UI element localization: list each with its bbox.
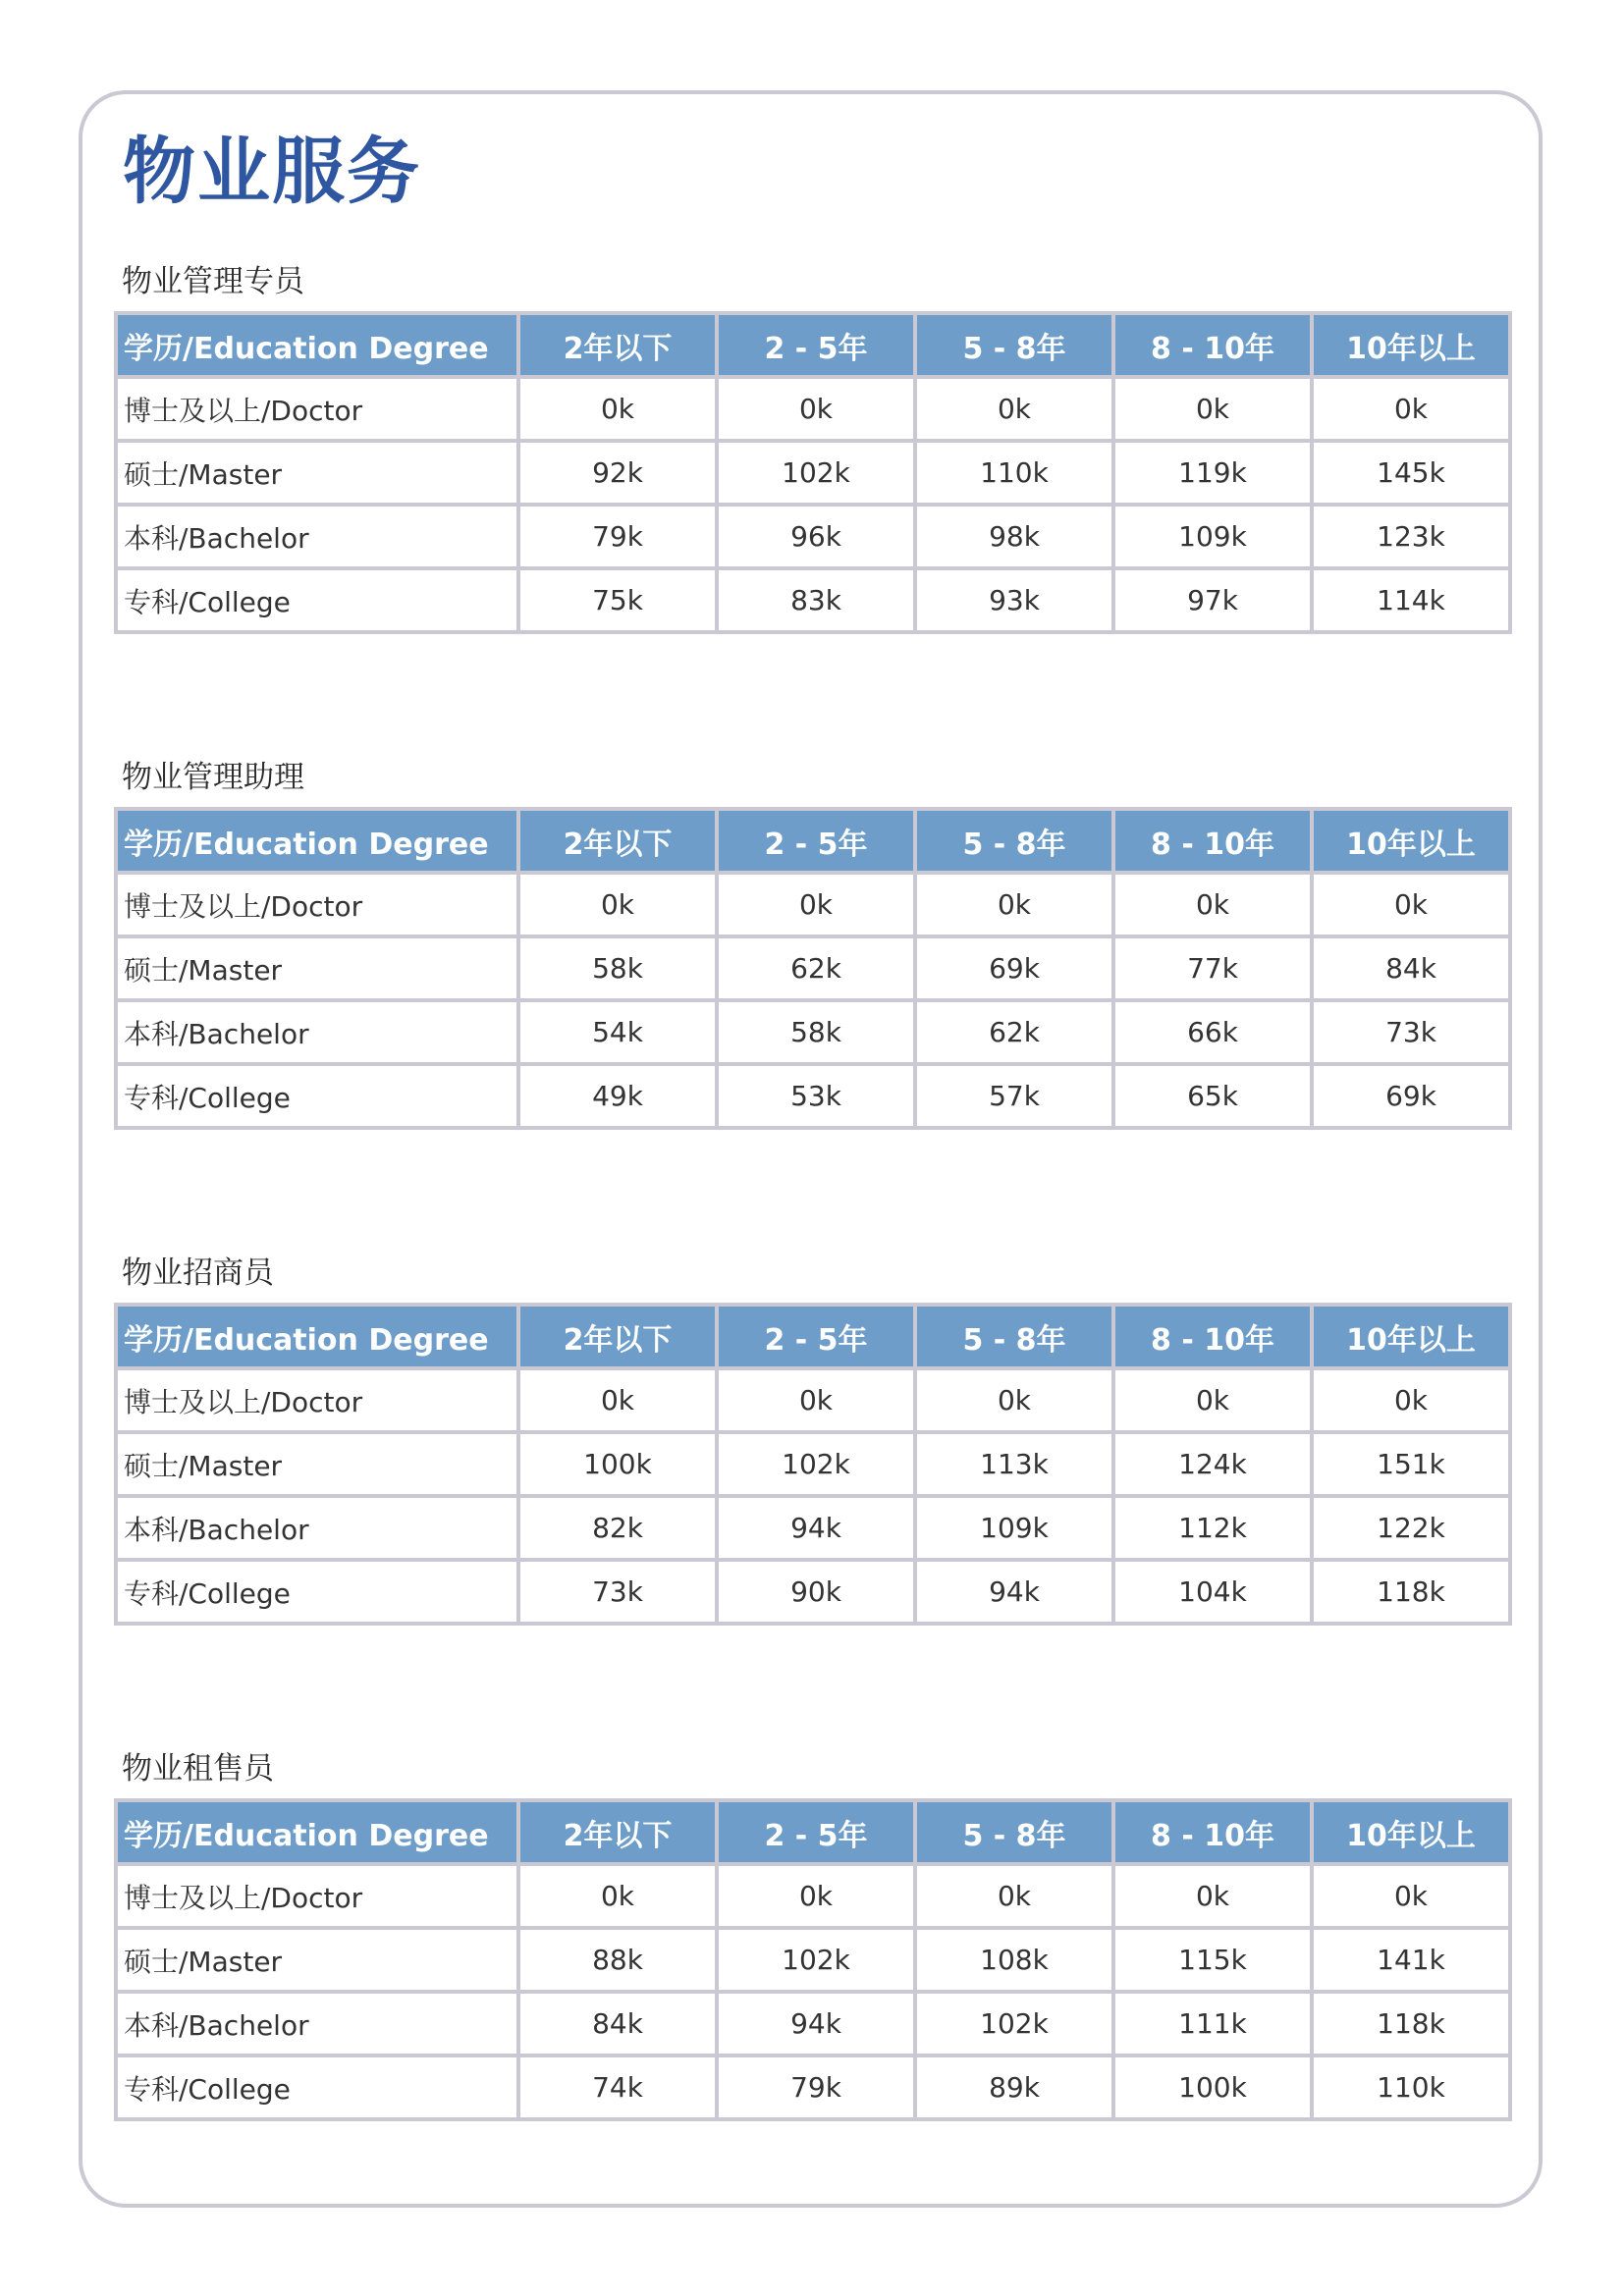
salary-cell: 118k (1312, 1560, 1510, 1624)
salary-cell: 57k (915, 1064, 1113, 1128)
salary-cell: 0k (717, 1864, 915, 1928)
salary-cell: 73k (518, 1560, 717, 1624)
degree-cell: 硕士/Master (116, 441, 518, 505)
column-header-experience: 2年以下 (518, 313, 717, 377)
salary-table (114, 1798, 1512, 2121)
degree-cell: 专科/College (116, 1560, 518, 1624)
salary-cell: 0k (717, 1368, 915, 1432)
salary-cell: 54k (518, 1000, 717, 1064)
salary-cell: 89k (915, 2056, 1113, 2119)
table-row (116, 1368, 1510, 1432)
salary-cell: 83k (717, 568, 915, 632)
salary-cell: 58k (717, 1000, 915, 1064)
degree-cell: 专科/College (116, 2056, 518, 2119)
table-header-row (116, 1800, 1510, 1864)
table-row (116, 1560, 1510, 1624)
salary-cell: 102k (717, 1432, 915, 1496)
salary-cell: 122k (1312, 1496, 1510, 1560)
section-title: 物业租售员 (122, 1751, 274, 1787)
salary-cell: 0k (1312, 377, 1510, 441)
degree-cell: 本科/Bachelor (116, 505, 518, 568)
salary-cell: 62k (717, 936, 915, 1000)
column-header-experience: 10年以上 (1312, 1305, 1510, 1368)
table-row (116, 505, 1510, 568)
salary-cell: 0k (915, 1368, 1113, 1432)
table-header-row (116, 1305, 1510, 1368)
degree-cell: 博士及以上/Doctor (116, 1864, 518, 1928)
salary-cell: 110k (1312, 2056, 1510, 2119)
table-row (116, 1000, 1510, 1064)
salary-cell: 69k (1312, 1064, 1510, 1128)
salary-cell: 0k (518, 377, 717, 441)
degree-cell: 本科/Bachelor (116, 1496, 518, 1560)
salary-cell: 84k (1312, 936, 1510, 1000)
salary-cell: 0k (1113, 1864, 1312, 1928)
salary-cell: 0k (518, 1368, 717, 1432)
salary-cell: 79k (717, 2056, 915, 2119)
salary-cell: 123k (1312, 505, 1510, 568)
salary-cell: 94k (717, 1992, 915, 2056)
salary-cell: 88k (518, 1928, 717, 1992)
column-header-degree: 学历/Education Degree (116, 809, 518, 873)
column-header-experience: 2年以下 (518, 1305, 717, 1368)
salary-cell: 0k (915, 1864, 1113, 1928)
column-header-experience: 8 - 10年 (1113, 809, 1312, 873)
salary-cell: 0k (717, 377, 915, 441)
salary-cell: 0k (1312, 1368, 1510, 1432)
salary-cell: 112k (1113, 1496, 1312, 1560)
degree-cell: 本科/Bachelor (116, 1992, 518, 2056)
table-row (116, 1864, 1510, 1928)
column-header-experience: 10年以上 (1312, 1800, 1510, 1864)
salary-cell: 79k (518, 505, 717, 568)
page-title: 物业服务 (123, 130, 421, 214)
column-header-experience: 10年以上 (1312, 313, 1510, 377)
salary-cell: 102k (915, 1992, 1113, 2056)
salary-cell: 97k (1113, 568, 1312, 632)
salary-cell: 118k (1312, 1992, 1510, 2056)
salary-cell: 119k (1113, 441, 1312, 505)
column-header-experience: 5 - 8年 (915, 1800, 1113, 1864)
salary-cell: 75k (518, 568, 717, 632)
section-title: 物业管理专员 (122, 264, 304, 299)
salary-cell: 109k (915, 1496, 1113, 1560)
degree-cell: 本科/Bachelor (116, 1000, 518, 1064)
salary-cell: 0k (1113, 377, 1312, 441)
salary-cell: 73k (1312, 1000, 1510, 1064)
column-header-experience: 5 - 8年 (915, 313, 1113, 377)
salary-cell: 0k (518, 1864, 717, 1928)
salary-cell: 0k (1312, 1864, 1510, 1928)
section-title: 物业管理助理 (122, 760, 304, 795)
salary-cell: 92k (518, 441, 717, 505)
column-header-degree: 学历/Education Degree (116, 1800, 518, 1864)
table-row (116, 936, 1510, 1000)
salary-table (114, 1303, 1512, 1626)
salary-cell: 93k (915, 568, 1113, 632)
salary-cell: 53k (717, 1064, 915, 1128)
degree-cell: 专科/College (116, 1064, 518, 1128)
table-row (116, 1432, 1510, 1496)
salary-cell: 65k (1113, 1064, 1312, 1128)
salary-cell: 0k (915, 873, 1113, 936)
salary-cell: 0k (1113, 873, 1312, 936)
salary-table (114, 807, 1512, 1130)
table-row (116, 1064, 1510, 1128)
salary-cell: 104k (1113, 1560, 1312, 1624)
degree-cell: 硕士/Master (116, 1928, 518, 1992)
column-header-experience: 5 - 8年 (915, 809, 1113, 873)
salary-cell: 124k (1113, 1432, 1312, 1496)
salary-cell: 98k (915, 505, 1113, 568)
degree-cell: 博士及以上/Doctor (116, 873, 518, 936)
table-row (116, 568, 1510, 632)
salary-cell: 108k (915, 1928, 1113, 1992)
salary-cell: 94k (915, 1560, 1113, 1624)
table-header-row (116, 809, 1510, 873)
salary-cell: 113k (915, 1432, 1113, 1496)
column-header-experience: 8 - 10年 (1113, 313, 1312, 377)
salary-cell: 0k (1113, 1368, 1312, 1432)
table-row (116, 1496, 1510, 1560)
salary-cell: 66k (1113, 1000, 1312, 1064)
salary-cell: 84k (518, 1992, 717, 2056)
salary-cell: 114k (1312, 568, 1510, 632)
salary-cell: 0k (1312, 873, 1510, 936)
table-row (116, 873, 1510, 936)
table-row (116, 377, 1510, 441)
salary-cell: 141k (1312, 1928, 1510, 1992)
salary-cell: 102k (717, 1928, 915, 1992)
column-header-experience: 2 - 5年 (717, 809, 915, 873)
salary-cell: 69k (915, 936, 1113, 1000)
column-header-experience: 2 - 5年 (717, 1305, 915, 1368)
section-title: 物业招商员 (122, 1255, 274, 1291)
salary-cell: 0k (915, 377, 1113, 441)
salary-cell: 111k (1113, 1992, 1312, 2056)
column-header-degree: 学历/Education Degree (116, 1305, 518, 1368)
salary-cell: 58k (518, 936, 717, 1000)
degree-cell: 专科/College (116, 568, 518, 632)
table-row (116, 2056, 1510, 2119)
salary-cell: 100k (1113, 2056, 1312, 2119)
column-header-experience: 8 - 10年 (1113, 1305, 1312, 1368)
table-row (116, 1928, 1510, 1992)
salary-cell: 110k (915, 441, 1113, 505)
column-header-experience: 2年以下 (518, 1800, 717, 1864)
table-row (116, 441, 1510, 505)
salary-cell: 90k (717, 1560, 915, 1624)
table-row (116, 1992, 1510, 2056)
salary-cell: 0k (518, 873, 717, 936)
salary-cell: 82k (518, 1496, 717, 1560)
salary-cell: 102k (717, 441, 915, 505)
salary-cell: 151k (1312, 1432, 1510, 1496)
degree-cell: 博士及以上/Doctor (116, 1368, 518, 1432)
salary-cell: 74k (518, 2056, 717, 2119)
salary-cell: 145k (1312, 441, 1510, 505)
salary-cell: 96k (717, 505, 915, 568)
column-header-experience: 2 - 5年 (717, 1800, 915, 1864)
column-header-degree: 学历/Education Degree (116, 313, 518, 377)
salary-cell: 77k (1113, 936, 1312, 1000)
degree-cell: 硕士/Master (116, 936, 518, 1000)
salary-cell: 49k (518, 1064, 717, 1128)
column-header-experience: 5 - 8年 (915, 1305, 1113, 1368)
column-header-experience: 8 - 10年 (1113, 1800, 1312, 1864)
salary-cell: 109k (1113, 505, 1312, 568)
column-header-experience: 2年以下 (518, 809, 717, 873)
degree-cell: 硕士/Master (116, 1432, 518, 1496)
degree-cell: 博士及以上/Doctor (116, 377, 518, 441)
column-header-experience: 2 - 5年 (717, 313, 915, 377)
salary-cell: 94k (717, 1496, 915, 1560)
column-header-experience: 10年以上 (1312, 809, 1510, 873)
salary-cell: 115k (1113, 1928, 1312, 1992)
salary-cell: 0k (717, 873, 915, 936)
salary-cell: 100k (518, 1432, 717, 1496)
salary-table (114, 311, 1512, 634)
salary-cell: 62k (915, 1000, 1113, 1064)
table-header-row (116, 313, 1510, 377)
